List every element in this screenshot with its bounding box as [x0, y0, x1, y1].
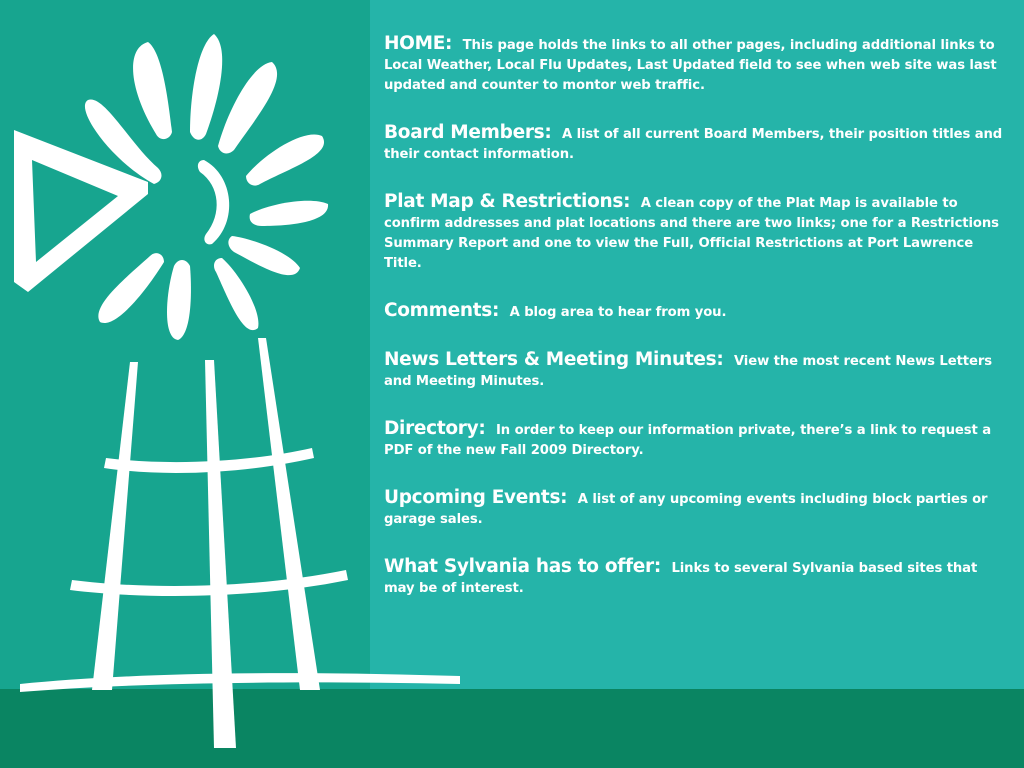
section-entry [384, 34, 1004, 96]
section-description: A list of all current Board Members, their position titles and their contact information. [384, 127, 1003, 162]
section-entry [384, 419, 1004, 461]
section-heading: What Sylvania has to offer: [384, 556, 661, 577]
section-description: A clean copy of the Plat Map is available to confirm addresses and plat locations and there are two links; one for a Restrictions Summary Report and one to view the Full, Official Restrictions at Port Lawrence Title. [384, 196, 999, 271]
section-directory [384, 419, 1004, 461]
section-board-members [384, 123, 1004, 165]
section-plat-map [384, 192, 1004, 274]
section-heading: Directory: [384, 418, 486, 439]
section-entry [384, 192, 1004, 274]
section-entry [384, 123, 1004, 165]
section-comments [384, 301, 1004, 323]
section-entry [384, 557, 1004, 599]
section-upcoming-events [384, 488, 1004, 530]
section-home [384, 34, 1004, 96]
section-heading: Board Members: [384, 122, 552, 143]
section-description: A list of any upcoming events including block parties or garage sales. [384, 492, 988, 527]
section-news-letters [384, 350, 1004, 392]
section-entry [384, 350, 1004, 392]
section-heading: Upcoming Events: [384, 487, 568, 508]
section-heading: Comments: [384, 300, 500, 321]
section-description: A blog area to hear from you. [509, 305, 727, 320]
section-entry [384, 301, 1004, 323]
section-sylvania [384, 557, 1004, 599]
section-heading: HOME: [384, 33, 453, 54]
section-description: View the most recent News Letters and Meeting Minutes. [384, 354, 992, 389]
section-heading: News Letters & Meeting Minutes: [384, 349, 724, 370]
section-description: In order to keep our information private, there’s a link to request a PDF of the new Fall 2009 Directory. [384, 423, 992, 458]
section-description: Links to several Sylvania based sites that may be of interest. [384, 561, 978, 596]
description-list [384, 34, 1004, 626]
section-heading: Plat Map & Restrictions: [384, 191, 631, 212]
section-description: This page holds the links to all other pages, including additional links to Local Weather, Local Flu Updates, Last Updated field to see when web site was last updated and counter to montor web traffic. [384, 38, 997, 93]
section-entry [384, 488, 1004, 530]
